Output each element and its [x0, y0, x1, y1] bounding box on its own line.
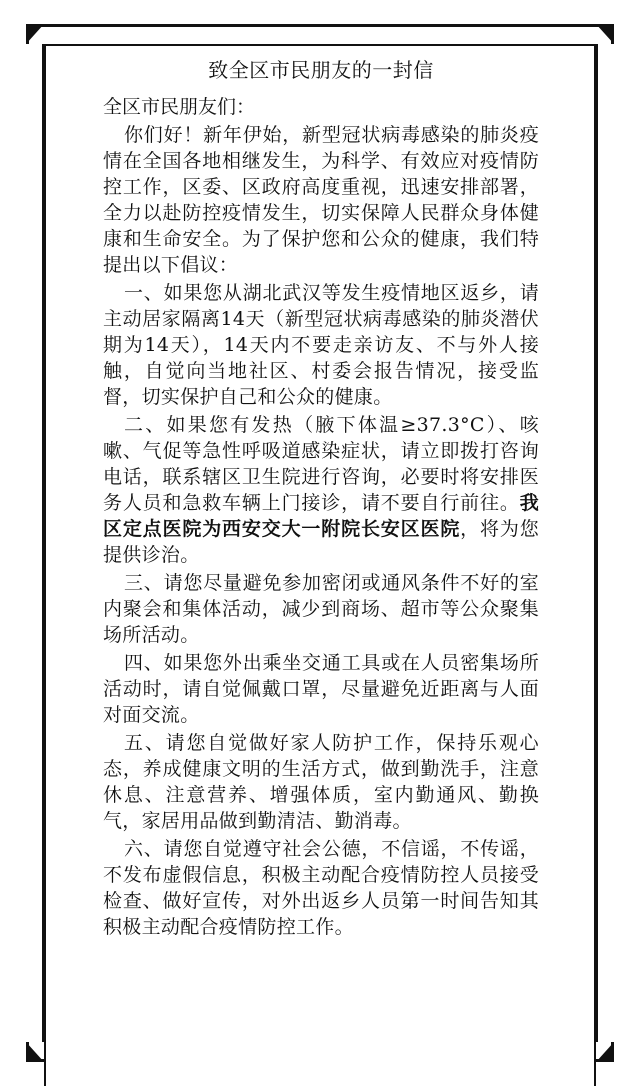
item-5: 五、请您自觉做好家人防护工作，保持乐观心态，养成健康文明的生活方式，做到勤洗手，注意休息、注意营养、增强体质，室内勤通风、勤换气，家居用品做到勤清洁、勤消毒。	[103, 732, 539, 832]
frame-corner-bottom-left	[26, 1042, 44, 1062]
item-2	[103, 412, 539, 568]
item-4: 四、如果您外出乘坐交通工具或在人员密集场所活动时，请自觉佩戴口罩，尽量避免近距离与人面对面交流。	[103, 652, 539, 726]
frame-corner-top-right	[596, 24, 614, 44]
intro-paragraph: 你们好！新年伊始，新型冠状病毒感染的肺炎疫情在全国各地相继发生，为科学、有效应对疫情防控工作，区委、区政府高度重视，迅速安排部署，全力以赴防控疫情发生，切实保障人民群众身体健康和生命安全。为了保护您和公众的健康，我们特提出以下倡议：	[103, 124, 539, 276]
frame-corner-top-left	[26, 24, 44, 44]
item-1: 一、如果您从湖北武汉等发生疫情地区返乡，请主动居家隔离14天（新型冠状病毒感染的肺炎潜伏期为14天），14天内不要走亲访友、不与外人接触，自觉向当地社区、村委会报告情况，接受监督，切实保护自己和公众的健康。	[103, 282, 539, 408]
frame-right-rail	[596, 44, 614, 1042]
item-2-text: 二、如果您有发热（腋下体温≥37.3°C）、咳嗽、气促等急性呼吸道感染症状，请立即拨打咨询电话，联系辖区卫生院进行咨询，必要时将安排医务人员和急救车辆上门接诊，请不要自行前往。	[103, 414, 539, 514]
frame-left-rail	[26, 44, 44, 1042]
letter-title: 致全区市民朋友的一封信	[208, 58, 434, 82]
salutation: 全区市民朋友们：	[103, 96, 256, 118]
item-2-highlight: 我区定点医院为西安交大一附院长安区医院	[103, 492, 539, 540]
item-2-tail: ，将为您提供诊治。	[103, 518, 539, 566]
letter-body	[103, 56, 539, 1086]
item-6: 六、请您自觉遵守社会公德，不信谣，不传谣，不发布虚假信息，积极主动配合疫情防控人员接受检查、做好宣传，对外出返乡人员第一时间告知其积极主动配合疫情防控工作。	[103, 838, 539, 938]
frame-corner-bottom-right	[596, 1042, 614, 1062]
item-3: 三、请您尽量避免参加密闭或通风条件不好的室内聚会和集体活动，减少到商场、超市等公众聚集场所活动。	[103, 572, 539, 646]
